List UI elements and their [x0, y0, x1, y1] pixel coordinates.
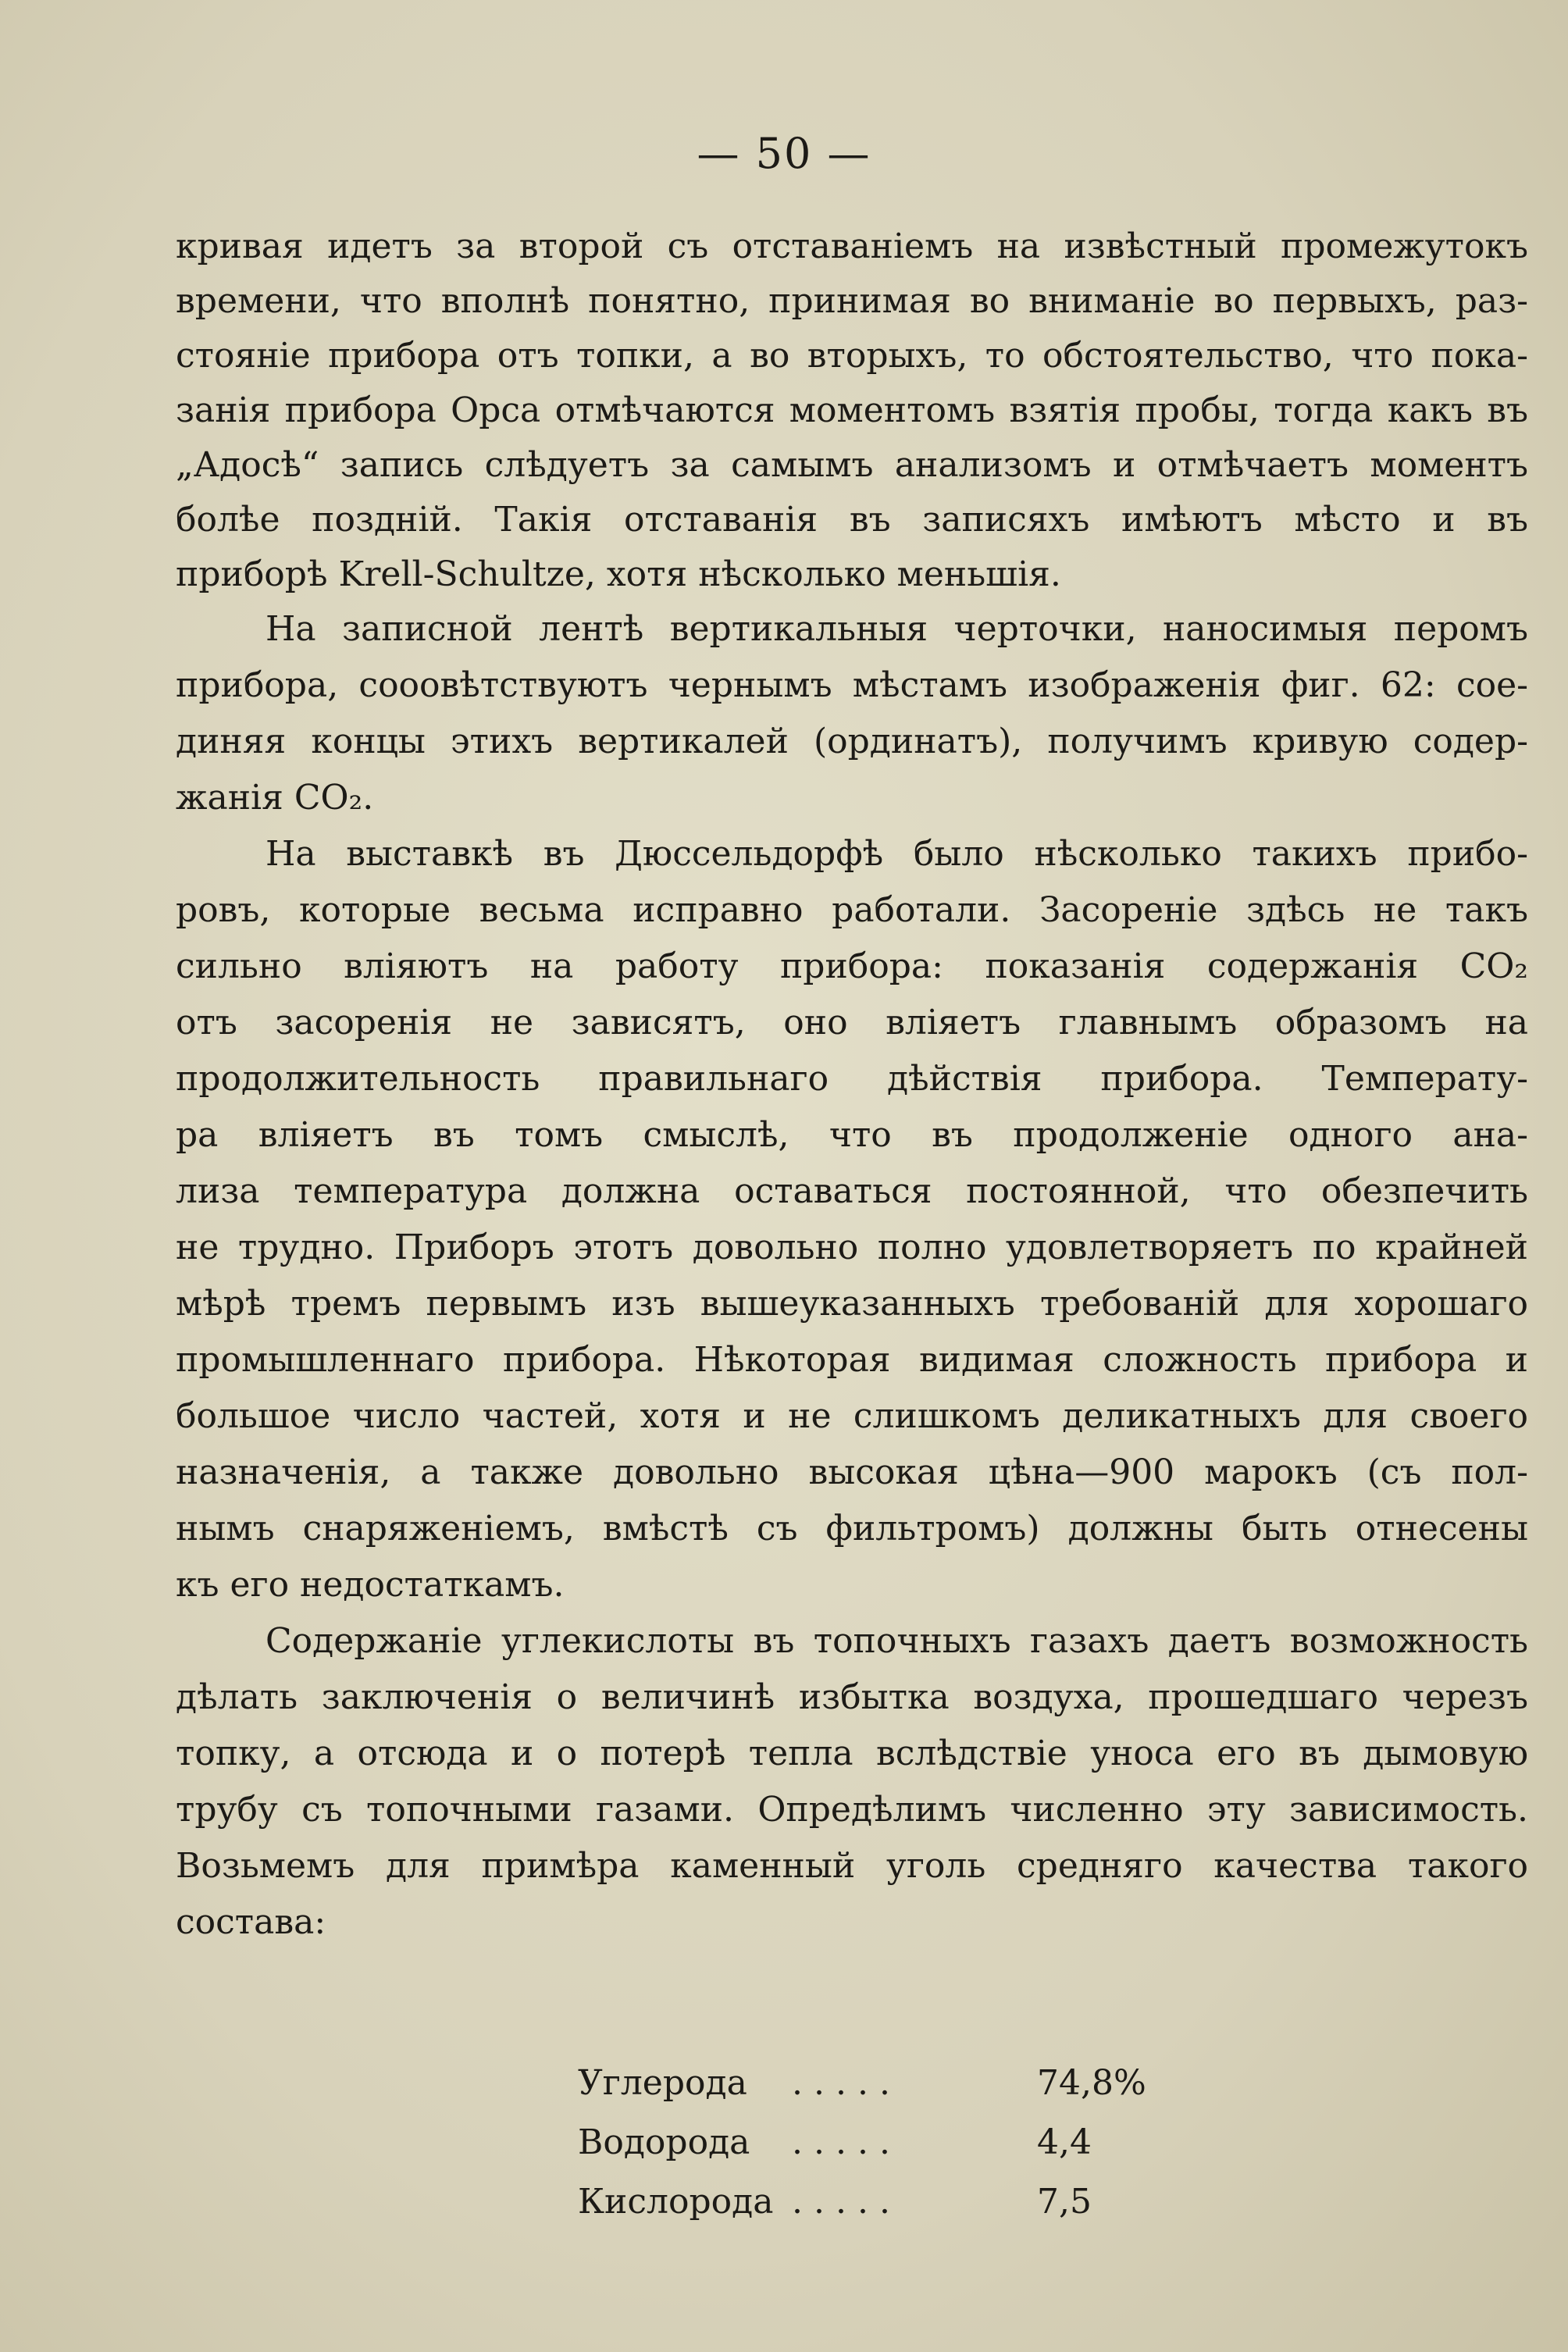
element-value: 74,8%	[1037, 2063, 1146, 2103]
element-name: Водорода	[578, 2122, 750, 2162]
text-line: времени, что вполнѣ понятно, принимая во вниманіе во первыхъ, раз-	[176, 281, 1528, 321]
leader-dots: .....	[792, 2122, 901, 2162]
text-line: состава:	[176, 1902, 326, 1942]
text-line: промышленнаго прибора. Нѣкоторая видимая сложность прибора и	[176, 1340, 1528, 1380]
coal-composition-table	[578, 2054, 1146, 2232]
text-line: нымъ снаряженіемъ, вмѣстѣ съ фильтромъ) должны быть отнесены	[176, 1509, 1528, 1548]
text-line: продолжительность правильнаго дѣйствія прибора. Температу-	[176, 1059, 1528, 1099]
text-line: На записной лентѣ вертикальныя черточки, наносимыя перомъ	[265, 609, 1528, 649]
text-line: назначенія, а также довольно высокая цѣна—900 марокъ (съ пол-	[176, 1452, 1528, 1492]
text-line: топку, а отсюда и о потерѣ тепла вслѣдствіе уноса его въ дымовую	[176, 1734, 1528, 1773]
text-line: большое число частей, хотя и не слишкомъ деликатныхъ для своего	[176, 1396, 1528, 1436]
text-line: лиза температура должна оставаться постоянной, что обезпечить	[176, 1171, 1528, 1211]
text-line: жанія СО₂.	[176, 778, 374, 818]
page-number: — 50 —	[697, 129, 871, 178]
text-line: дѣлать заключенія о величинѣ избытка воздуха, прошедшаго черезъ	[176, 1677, 1528, 1717]
composition-row	[578, 2172, 1146, 2232]
text-line: занія прибора Орса отмѣчаются моментомъ взятія пробы, тогда какъ въ	[176, 390, 1528, 430]
element-value: 4,4	[1037, 2122, 1092, 2162]
text-line: кривая идетъ за второй съ отставаніемъ на извѣстный промежутокъ	[176, 226, 1528, 266]
leader-dots: .....	[792, 2063, 901, 2103]
text-line: приборѣ Krell-Schultze, хотя нѣсколько меньшія.	[176, 554, 1061, 594]
text-line: „Адосѣ“ запись слѣдуетъ за самымъ анализомъ и отмѣчаетъ моментъ	[176, 445, 1528, 485]
text-line: мѣрѣ тремъ первымъ изъ вышеуказанныхъ требованій для хорошаго	[176, 1284, 1528, 1324]
composition-row	[578, 2054, 1146, 2113]
text-line: ровъ, которые весьма исправно работали. Засореніе здѣсь не такъ	[176, 890, 1528, 930]
text-line: трубу съ топочными газами. Опредѣлимъ численно эту зависимость.	[176, 1790, 1528, 1830]
text-line: стояніе прибора отъ топки, а во вторыхъ, то обстоятельство, что пока-	[176, 336, 1528, 376]
text-line: диняя концы этихъ вертикалей (ординатъ), получимъ кривую содер-	[176, 722, 1528, 761]
text-line: сильно вліяютъ на работу прибора: показанія содержанія СО₂	[176, 946, 1528, 986]
element-value: 7,5	[1037, 2182, 1092, 2222]
text-line: Возьмемъ для примѣра каменный уголь средняго качества такого	[176, 1846, 1528, 1886]
text-line: На выставкѣ въ Дюссельдорфѣ было нѣсколько такихъ прибо-	[265, 834, 1528, 874]
leader-dots: .....	[792, 2182, 901, 2222]
composition-row	[578, 2113, 1146, 2172]
text-line: болѣе поздній. Такія отставанія въ записяхъ имѣютъ мѣсто и въ	[176, 500, 1528, 540]
text-line: не трудно. Приборъ этотъ довольно полно удовлетворяетъ по крайней	[176, 1228, 1528, 1267]
text-line: къ его недостаткамъ.	[176, 1565, 565, 1605]
element-name: Углерода	[578, 2063, 747, 2103]
body-text	[176, 219, 1528, 1951]
text-line: отъ засоренія не зависятъ, оно вліяетъ главнымъ образомъ на	[176, 1003, 1528, 1042]
text-line: прибора, сооовѣтствуютъ чернымъ мѣстамъ изображенія фиг. 62: сое-	[176, 665, 1528, 705]
text-line: ра вліяетъ въ томъ смыслѣ, что въ продолженіе одного ана-	[176, 1115, 1528, 1155]
text-line: Содержаніе углекислоты въ топочныхъ газахъ даетъ возможность	[265, 1621, 1528, 1661]
element-name: Кислорода	[578, 2182, 774, 2222]
